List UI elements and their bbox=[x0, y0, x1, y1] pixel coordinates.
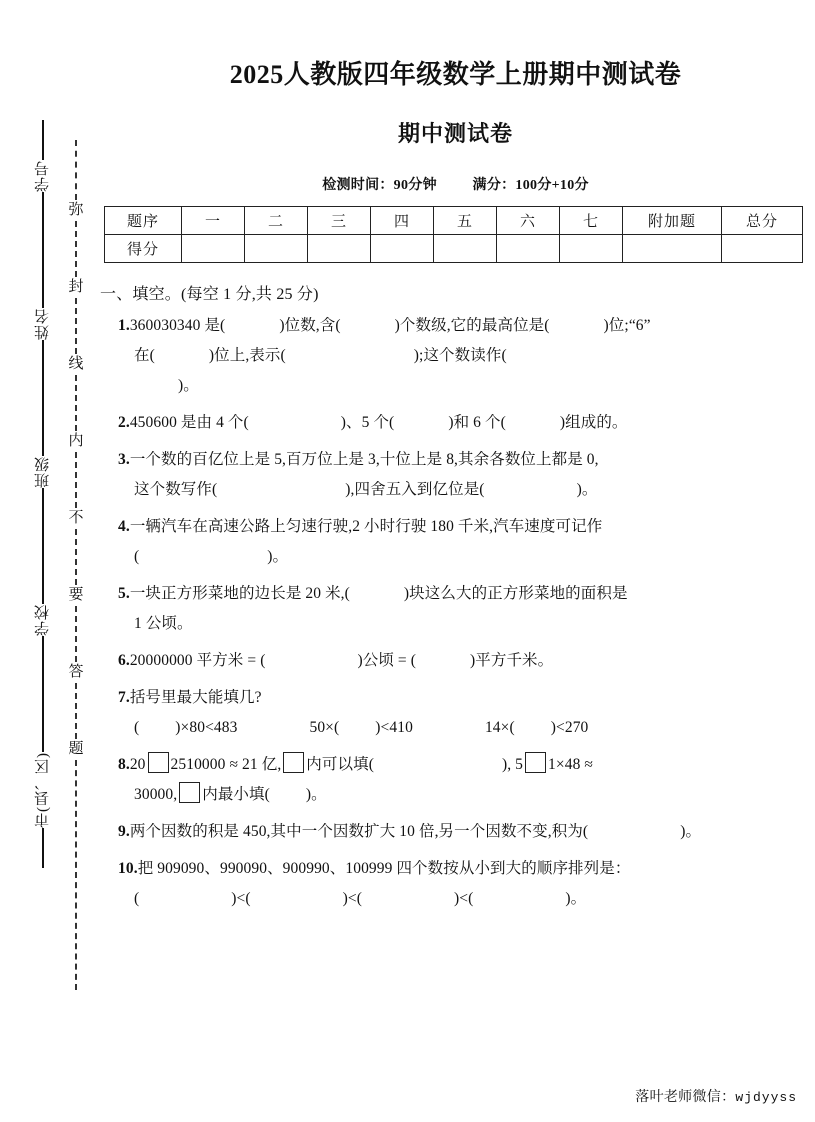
exam-duration: 检测时间：90分钟 bbox=[322, 178, 437, 193]
seal-char-2: 线 bbox=[68, 356, 84, 372]
dashed-segment bbox=[75, 375, 77, 431]
question-8-text-g: 内最小填( bbox=[202, 786, 270, 803]
col-header-3: 三 bbox=[308, 207, 371, 235]
question-9-number: 9. bbox=[118, 823, 130, 840]
question-9 bbox=[96, 817, 815, 847]
question-10-text-e: )<( bbox=[454, 890, 474, 907]
seal-char-3: 内 bbox=[68, 433, 84, 449]
question-6-number: 6. bbox=[118, 652, 130, 669]
seal-char-6: 答 bbox=[68, 664, 84, 680]
question-1-text-b: )位数,含( bbox=[279, 317, 341, 334]
question-6-text-b: )公顷 = ( bbox=[357, 652, 416, 669]
question-1-text-c: )个数级,它的最高位是( bbox=[394, 317, 550, 334]
question-7-item3-post: )<270 bbox=[550, 719, 589, 736]
question-9-text-b: )。 bbox=[680, 823, 702, 840]
question-5 bbox=[96, 579, 815, 639]
score-cell-1[interactable] bbox=[182, 235, 245, 263]
exam-total-score: 满分：100分+10分 bbox=[472, 178, 589, 193]
seal-dashed-line-column bbox=[56, 140, 96, 1070]
footer-label: 落叶老师微信： bbox=[635, 1090, 736, 1105]
question-4-text-a: 一辆汽车在高速公路上匀速行驶,2 小时行驶 180 千米,汽车速度可记作 bbox=[129, 518, 603, 535]
question-10-text-d: )<( bbox=[342, 890, 363, 907]
question-8-text-d: ), 5 bbox=[501, 756, 524, 773]
question-8-box-3[interactable] bbox=[525, 752, 546, 773]
question-1-text-f: )位上,表示( bbox=[208, 347, 286, 364]
question-1-text-d: )位;“6” bbox=[603, 317, 651, 334]
footer-wechat-id: wjdyyss bbox=[735, 1090, 797, 1105]
question-8-text-h: )。 bbox=[305, 786, 327, 803]
col-header-total: 总分 bbox=[722, 207, 803, 235]
question-5-text-a: 一块正方形菜地的边长是 20 米,( bbox=[129, 585, 350, 602]
seal-rule bbox=[42, 636, 44, 752]
dashed-segment bbox=[75, 221, 77, 277]
question-1-line3 bbox=[118, 371, 815, 401]
question-8-text-e: 1×48 ≈ bbox=[548, 756, 594, 773]
question-7-item1-pre: ( bbox=[134, 719, 140, 736]
col-header-extra: 附加题 bbox=[623, 207, 722, 235]
table-row-scores bbox=[105, 235, 803, 263]
score-table bbox=[104, 206, 803, 263]
question-9-text-a: 两个因数的积是 450,其中一个因数扩大 10 倍,另一个因数不变,积为( bbox=[129, 823, 589, 840]
question-2-number: 2. bbox=[118, 414, 130, 431]
score-cell-6[interactable] bbox=[497, 235, 560, 263]
col-header-4: 四 bbox=[371, 207, 434, 235]
question-3-number: 3. bbox=[118, 451, 130, 468]
score-cell-3[interactable] bbox=[308, 235, 371, 263]
question-8 bbox=[96, 750, 815, 810]
question-1-text-a: 360030340 是( bbox=[129, 317, 226, 334]
dashed-segment bbox=[75, 529, 77, 585]
score-cell-7[interactable] bbox=[560, 235, 623, 263]
seal-entry-school bbox=[36, 604, 51, 636]
question-3-text-d: )。 bbox=[576, 481, 598, 498]
seal-char-5: 要 bbox=[68, 587, 84, 603]
seal-label-student-id: 学号 bbox=[34, 160, 51, 192]
seal-entry-city bbox=[36, 752, 51, 828]
dashed-segment bbox=[75, 683, 77, 739]
question-1-number: 1. bbox=[118, 317, 130, 334]
question-8-text-f: 30000, bbox=[134, 786, 178, 803]
question-7-number: 7. bbox=[118, 689, 130, 706]
score-cell-2[interactable] bbox=[245, 235, 308, 263]
question-6 bbox=[96, 646, 815, 676]
score-cell-5[interactable] bbox=[434, 235, 497, 263]
question-1-line2 bbox=[118, 341, 815, 371]
seal-label-city: 市(县、区) bbox=[34, 752, 51, 828]
col-header-6: 六 bbox=[497, 207, 560, 235]
question-4-text-c: )。 bbox=[267, 548, 289, 565]
question-5-line2 bbox=[118, 609, 815, 639]
question-8-box-1[interactable] bbox=[148, 752, 169, 773]
question-1 bbox=[96, 311, 815, 401]
question-7-item2-pre: 50×( bbox=[309, 719, 340, 736]
question-8-line2 bbox=[118, 780, 815, 810]
question-10-number: 10. bbox=[118, 860, 138, 877]
dashed-segment bbox=[75, 452, 77, 508]
question-10-text-c: )<( bbox=[231, 890, 251, 907]
section-heading-fill-in-blanks: 一、填空。(每空 1 分,共 25 分) bbox=[100, 286, 319, 303]
row-header-score: 得分 bbox=[105, 235, 182, 263]
question-1-text-g: );这个数读作( bbox=[413, 347, 507, 364]
question-7-item1-post: )×80<483 bbox=[175, 719, 238, 736]
question-8-text-c: 内可以填( bbox=[306, 756, 374, 773]
dashed-segment bbox=[75, 140, 77, 200]
question-5-text-c: 1 公顷。 bbox=[134, 615, 193, 632]
question-8-box-2[interactable] bbox=[283, 752, 304, 773]
question-7-item3-pre: 14×( bbox=[484, 719, 515, 736]
seal-entry-student-id bbox=[36, 160, 51, 192]
page-subtitle: 期中测试卷 bbox=[397, 121, 513, 146]
paper-content bbox=[96, 0, 815, 1122]
question-3-line2 bbox=[118, 475, 815, 505]
question-1-text-h: )。 bbox=[178, 377, 199, 394]
seal-char-4: 不 bbox=[68, 510, 84, 526]
seal-char-1: 封 bbox=[68, 279, 84, 295]
question-10-text-a: 把 909090、990090、900990、100999 四个数按从小到大的顺序排列是： bbox=[137, 860, 631, 877]
score-cell-extra[interactable] bbox=[623, 235, 722, 263]
question-8-box-4[interactable] bbox=[179, 782, 200, 803]
sealing-sidebar bbox=[0, 0, 96, 1122]
seal-char-7: 题 bbox=[68, 741, 84, 757]
question-3-text-a: 一个数的百亿位上是 5,百万位上是 3,十位上是 8,其余各数位上都是 0, bbox=[129, 451, 599, 468]
question-10-text-f: )。 bbox=[565, 890, 587, 907]
seal-rule bbox=[42, 120, 44, 160]
table-row-header bbox=[105, 207, 803, 235]
exam-meta bbox=[96, 174, 815, 194]
question-4-line2 bbox=[118, 542, 815, 572]
seal-label-name: 姓名 bbox=[34, 308, 51, 340]
score-table-wrapper bbox=[96, 206, 815, 263]
question-8-number: 8. bbox=[118, 756, 130, 773]
question-4 bbox=[96, 512, 815, 572]
dashed-segment bbox=[75, 298, 77, 354]
question-2-text-c: )和 6 个( bbox=[448, 414, 506, 431]
question-2-text-d: )组成的。 bbox=[559, 414, 628, 431]
seal-entry-name bbox=[36, 308, 51, 340]
footer-watermark bbox=[635, 1086, 797, 1106]
seal-char-0: 弥 bbox=[68, 202, 84, 218]
dashed-segment bbox=[75, 760, 77, 990]
question-7-line2 bbox=[118, 713, 815, 743]
seal-rule bbox=[42, 488, 44, 604]
seal-rule bbox=[42, 340, 44, 456]
question-7 bbox=[96, 683, 815, 743]
question-8-text-a: 20 bbox=[129, 756, 146, 773]
dashed-segment bbox=[75, 606, 77, 662]
col-header-7: 七 bbox=[560, 207, 623, 235]
seal-rule bbox=[42, 192, 44, 308]
question-2 bbox=[96, 408, 815, 438]
col-header-1: 一 bbox=[182, 207, 245, 235]
question-5-number: 5. bbox=[118, 585, 130, 602]
page-title: 2025人教版四年级数学上册期中测试卷 bbox=[229, 60, 682, 89]
question-2-text-a: 450600 是由 4 个( bbox=[129, 414, 249, 431]
seal-label-school: 学校 bbox=[34, 604, 51, 636]
question-3 bbox=[96, 445, 815, 505]
score-cell-4[interactable] bbox=[371, 235, 434, 263]
seal-rule bbox=[42, 828, 44, 868]
question-5-text-b: )块这么大的正方形菜地的面积是 bbox=[403, 585, 628, 602]
question-3-text-b: 这个数写作( bbox=[134, 481, 218, 498]
col-header-5: 五 bbox=[434, 207, 497, 235]
question-3-text-c: ),四舍五入到亿位是( bbox=[345, 481, 485, 498]
question-7-item2-post: )<410 bbox=[375, 719, 413, 736]
question-7-text-a: 括号里最大能填几? bbox=[129, 689, 262, 706]
question-1-text-e: 在( bbox=[134, 347, 155, 364]
seal-label-column bbox=[26, 120, 60, 1050]
question-10-line2 bbox=[118, 884, 815, 914]
question-6-text-a: 20000000 平方米 = ( bbox=[129, 652, 266, 669]
question-2-text-b: )、5 个( bbox=[340, 414, 395, 431]
col-header-2: 二 bbox=[245, 207, 308, 235]
question-10-text-b: ( bbox=[134, 890, 140, 907]
question-6-text-c: )平方千米。 bbox=[469, 652, 554, 669]
row-header-question-order: 题序 bbox=[105, 207, 182, 235]
score-cell-total[interactable] bbox=[722, 235, 803, 263]
question-4-number: 4. bbox=[118, 518, 130, 535]
seal-label-class: 班级 bbox=[34, 456, 51, 488]
question-10 bbox=[96, 854, 815, 914]
question-8-text-b: 2510000 ≈ 21 亿, bbox=[170, 756, 282, 773]
question-4-text-b: ( bbox=[134, 548, 140, 565]
seal-entry-class bbox=[36, 456, 51, 488]
